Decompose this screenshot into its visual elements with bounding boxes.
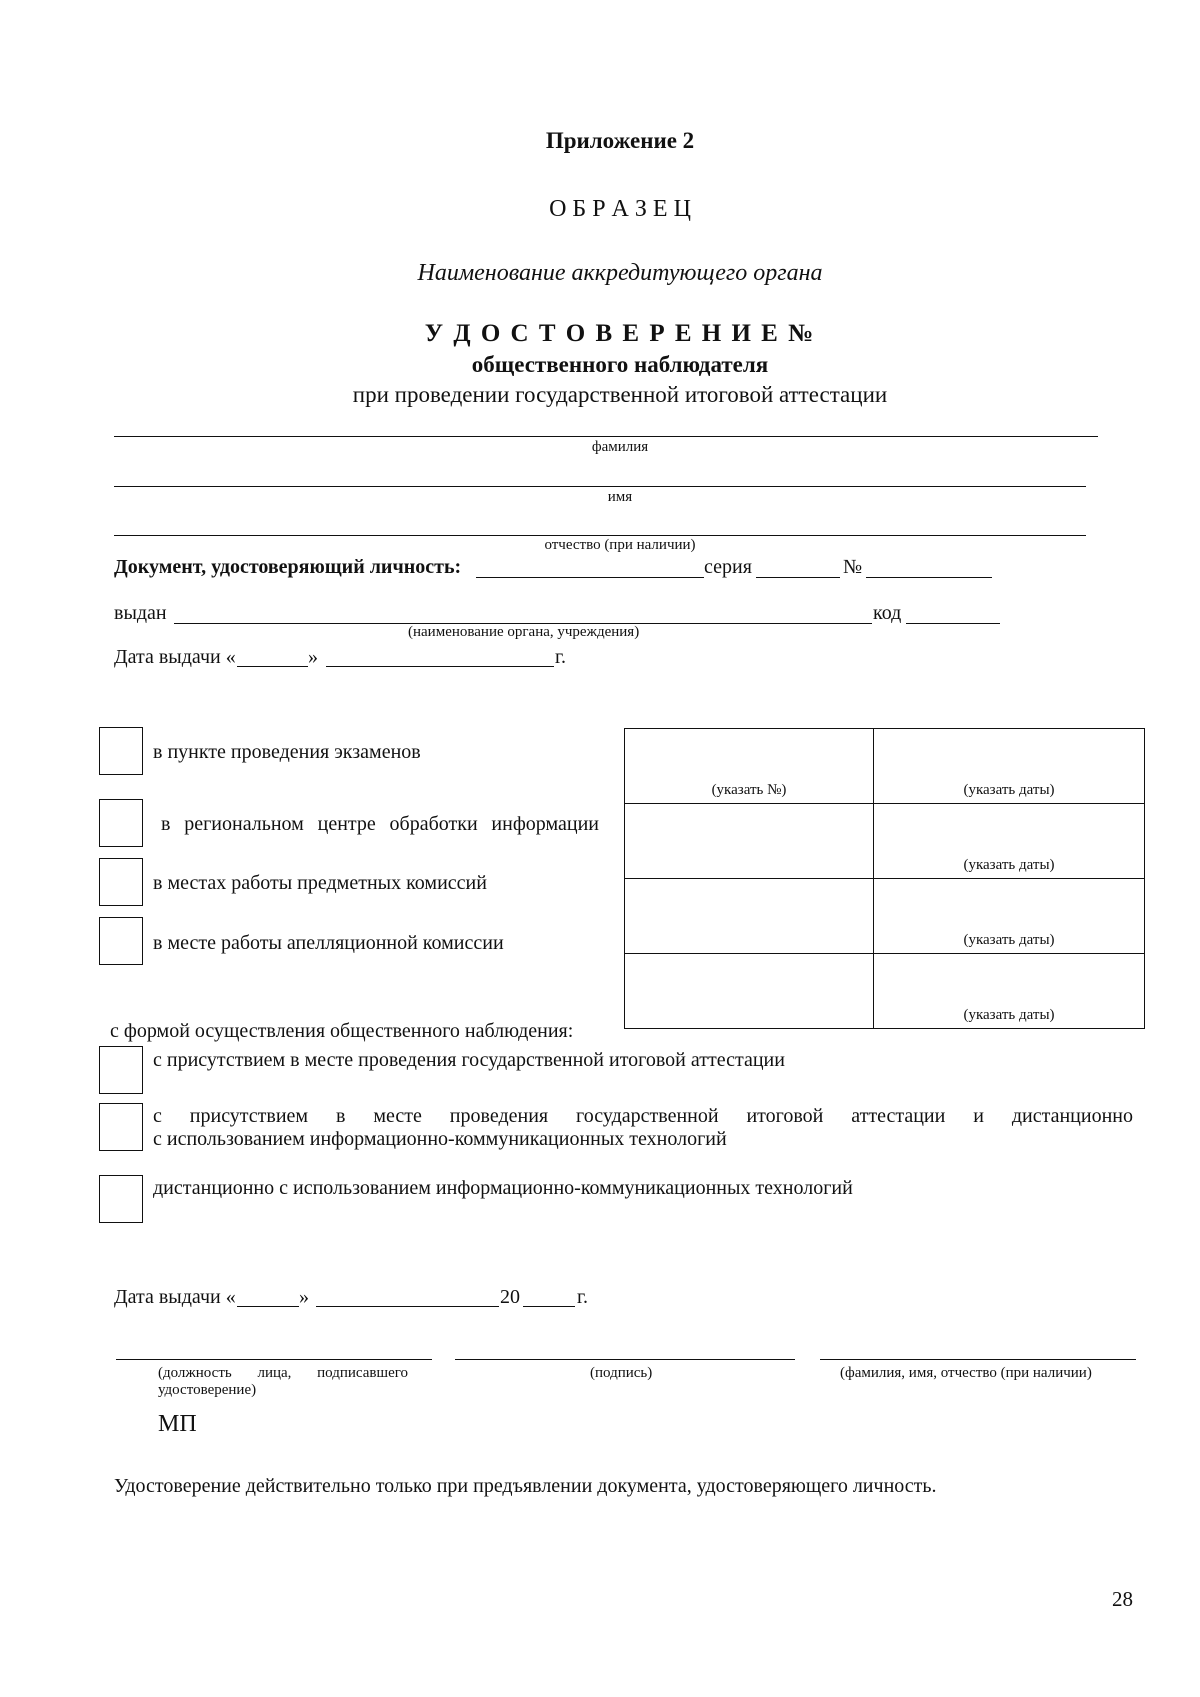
issue-date-prefix: Дата выдачи « (114, 646, 236, 668)
specify-number-caption: (указать №) (711, 782, 787, 798)
sample-label: О Б Р А З Е Ц (549, 196, 691, 222)
footer-year-line[interactable] (523, 1306, 575, 1307)
fullname-caption: (фамилия, имя, отчество (при наличии) (840, 1365, 1092, 1381)
regional-center-blank-cell (625, 804, 874, 879)
fullname-signature-line[interactable] (820, 1359, 1136, 1360)
form-checkbox-remote[interactable] (99, 1175, 143, 1223)
id-document-type-line[interactable] (476, 577, 704, 578)
specify-dates-caption: (указать даты) (963, 857, 1055, 873)
location-label-exam-point: в пункте проведения экзаменов (153, 741, 421, 763)
location-checkbox-appeal-commission[interactable] (99, 917, 143, 965)
footer-date-year: г. (577, 1286, 588, 1308)
form-option-in-person: с присутствием в месте проведения государственной итоговой аттестации (153, 1049, 785, 1071)
regional-center-dates-cell[interactable] (874, 804, 1145, 879)
signature-caption: (подпись) (590, 1365, 653, 1381)
specify-dates-caption: (указать даты) (963, 1007, 1055, 1023)
stamp-mark: МП (158, 1411, 197, 1437)
form-checkbox-combined[interactable] (99, 1103, 143, 1151)
series-line[interactable] (756, 577, 840, 578)
validity-note: Удостоверение действительно только при предъявлении документа, удостоверяющего личность. (114, 1475, 937, 1497)
appeal-commission-dates-cell[interactable] (874, 954, 1145, 1029)
code-label: код (873, 602, 902, 624)
footer-date-prefix: Дата выдачи « (114, 1286, 236, 1308)
page-number: 28 (1112, 1587, 1133, 1611)
certificate-purpose: при проведении государственной итоговой аттестации (352, 382, 888, 407)
location-label-subject-commissions: в местах работы предметных комиссий (153, 872, 487, 894)
id-document-label: Документ, удостоверяющий личность: (114, 556, 462, 578)
exam-point-number-cell[interactable] (625, 729, 874, 804)
issue-date-year: г. (555, 646, 566, 668)
footer-month-line[interactable] (316, 1306, 499, 1307)
footer-date-century: 20 (500, 1286, 520, 1308)
patronymic-line[interactable] (114, 535, 1086, 536)
location-checkbox-regional-center[interactable] (99, 799, 143, 847)
form-option-combined-line1: с присутствием в месте проведения государственной итоговой аттестации и дистанционно (153, 1105, 1133, 1127)
form-option-combined-line2: с использованием информационно-коммуникационных технологий (153, 1128, 727, 1150)
table-row (625, 729, 1145, 804)
number-line[interactable] (866, 577, 992, 578)
form-option-remote: дистанционно с использованием информационно-коммуникационных технологий (153, 1177, 853, 1199)
subject-commissions-blank-cell (625, 879, 874, 954)
table-row (625, 879, 1145, 954)
number-label: № (843, 556, 863, 578)
appendix-label: Приложение 2 (545, 128, 695, 153)
patronymic-caption: отчество (при наличии) (544, 537, 696, 553)
position-signature-line[interactable] (116, 1359, 432, 1360)
location-checkbox-subject-commissions[interactable] (99, 858, 143, 906)
specify-dates-caption: (указать даты) (963, 782, 1055, 798)
subject-commissions-dates-cell[interactable] (874, 879, 1145, 954)
footer-date-mid: » (299, 1286, 309, 1308)
form-section-heading: с формой осуществления общественного наблюдения: (110, 1020, 574, 1042)
exam-point-dates-cell[interactable] (874, 729, 1145, 804)
name-line[interactable] (114, 486, 1086, 487)
issued-label: выдан (114, 602, 167, 624)
issue-month-line[interactable] (326, 666, 554, 667)
code-line[interactable] (906, 623, 1000, 624)
form-checkbox-in-person[interactable] (99, 1046, 143, 1094)
location-details-table (624, 728, 1145, 1029)
name-caption: имя (607, 489, 633, 505)
location-checkbox-exam-point[interactable] (99, 727, 143, 775)
signature-line[interactable] (455, 1359, 795, 1360)
surname-line[interactable] (114, 436, 1098, 437)
certificate-title: У Д О С Т О В Е Р Е Н И Е № (424, 320, 816, 347)
issue-day-line[interactable] (237, 666, 308, 667)
authority-name: Наименование аккредитующего органа (417, 260, 823, 286)
issue-date-mid: » (308, 646, 318, 668)
location-label-regional-center: в региональном центре обработки информации (161, 813, 599, 835)
issuer-caption: (наименование органа, учреждения) (408, 624, 640, 640)
surname-caption: фамилия (591, 439, 649, 455)
series-label: серия (704, 556, 752, 578)
position-caption: (должность лица, подписавшего удостоверение) (158, 1365, 408, 1398)
footer-day-line[interactable] (237, 1306, 299, 1307)
certificate-subtitle: общественного наблюдателя (471, 352, 769, 377)
specify-dates-caption: (указать даты) (963, 932, 1055, 948)
appeal-commission-blank-cell (625, 954, 874, 1029)
table-row (625, 804, 1145, 879)
table-row (625, 954, 1145, 1029)
location-label-appeal-commission: в месте работы апелляционной комиссии (153, 932, 504, 954)
